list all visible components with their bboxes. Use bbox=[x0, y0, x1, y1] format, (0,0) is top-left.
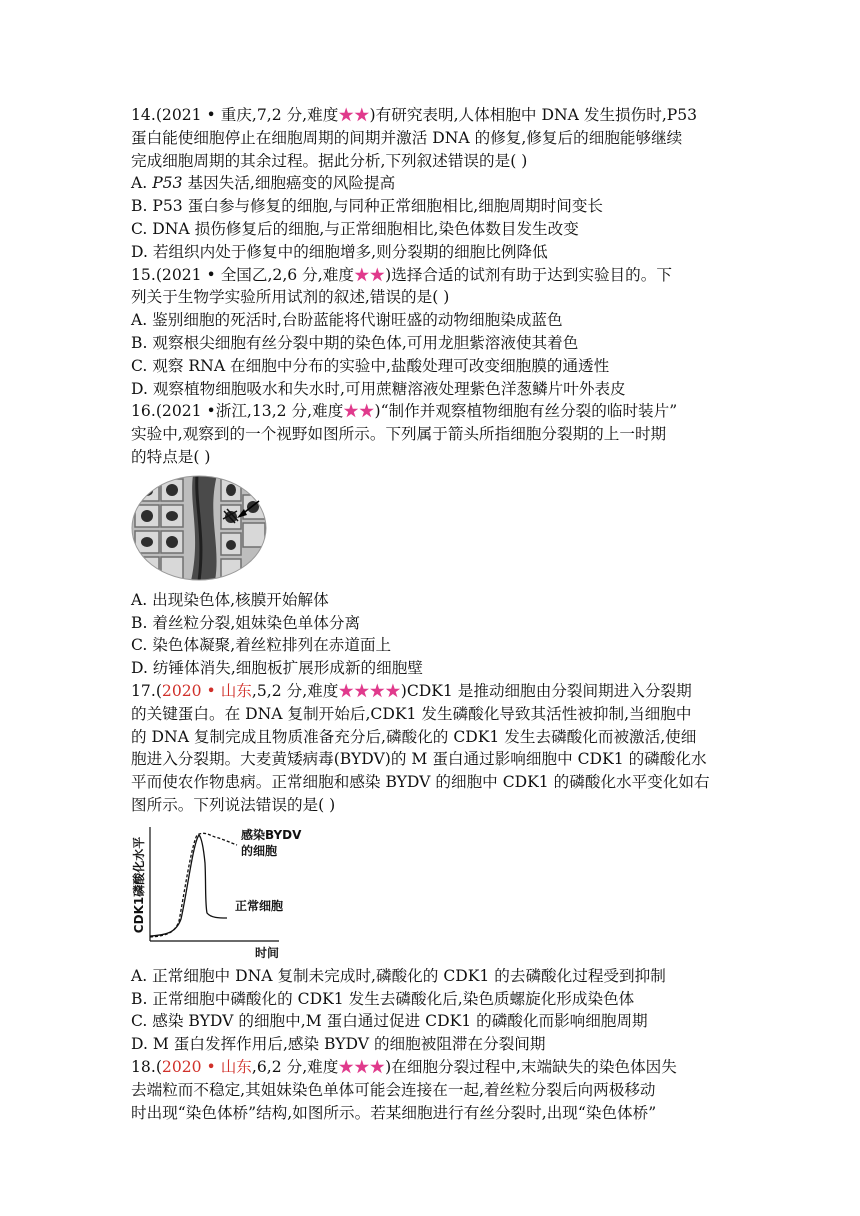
option-d: D. 若组织内处于修复中的细胞增多,则分裂期的细胞比例降低 bbox=[131, 242, 548, 261]
cdk1-chart-figure bbox=[131, 823, 302, 961]
question-16-stem-line-1: 16.(2021 •浙江,13,2 分,难度★★)“制作并观察植物细胞有丝分裂的临时装片” bbox=[131, 402, 678, 421]
difficulty-stars: ★★ bbox=[338, 106, 370, 124]
question-17-stem-line-1: 17.(2020 • 山东,5,2 分,难度★★★★)CDK1 是推动细胞由分裂间期进入分裂期 bbox=[131, 681, 692, 700]
option-a: A. 正常细胞中 DNA 复制未完成时,磷酸化的 CDK1 的去磷酸化过程受到抑制 bbox=[131, 966, 666, 985]
question-18-stem-line-2: 去端粒而不稳定,其姐妹染色单体可能会连接在一起,着丝粒分裂后向两极移动 bbox=[131, 1080, 656, 1099]
question-16-stem-line-2: 实验中,观察到的一个视野如图所示。下列属于箭头所指细胞分裂期的上一时期 bbox=[131, 425, 667, 444]
normal-label: 正常细胞 bbox=[235, 898, 284, 913]
difficulty-stars: ★★★★ bbox=[338, 681, 401, 700]
option-d: D. 观察植物细胞吸水和失水时,可用蔗糖溶液处理紫色洋葱鳞片叶外表皮 bbox=[131, 379, 626, 398]
question-17-stem-line-5: 平而使农作物患病。正常细胞和感染 BYDV 的细胞中 CDK1 的磷酸化水平变化如右 bbox=[131, 773, 710, 792]
difficulty-stars: ★★★ bbox=[338, 1057, 386, 1076]
infected-cell-curve bbox=[150, 833, 237, 937]
option-a: A. 鉴别细胞的死活时,台盼蓝能将代谢旺盛的动物细胞染成蓝色 bbox=[131, 311, 563, 330]
difficulty-stars: ★★ bbox=[353, 265, 386, 284]
option-d: D. 纺锤体消失,细胞板扩展形成新的细胞壁 bbox=[131, 659, 423, 678]
option-b: B. 正常细胞中磷酸化的 CDK1 发生去磷酸化后,染色质螺旋化形成染色体 bbox=[131, 989, 635, 1008]
question-page bbox=[131, 104, 731, 1124]
question-17-stem-line-6: 图所示。下列说法错误的是( ) bbox=[131, 795, 336, 814]
option-c: C. DNA 损伤修复后的细胞,与正常细胞相比,染色体数目发生改变 bbox=[131, 219, 579, 238]
question-16 bbox=[131, 400, 731, 680]
question-14-stem-line-3: 完成细胞周期的其余过程。据此分析,下列叙述错误的是( ) bbox=[131, 151, 528, 170]
y-axis-label: CDK1磷酸化水平 bbox=[132, 836, 146, 933]
micrograph-figure bbox=[131, 475, 267, 581]
option-b: B. 着丝粒分裂,姐妹染色单体分离 bbox=[131, 613, 361, 632]
question-14-stem-line-1: 14.(2021 • 重庆,7,2 分,难度★★)有研究表明,人体相胞中 DNA 发生损伤时,P53 bbox=[131, 106, 698, 124]
option-b: B. 观察根尖细胞有丝分裂中期的染色体,可用龙胆紫溶液使其着色 bbox=[131, 333, 579, 352]
option-a: A. 出现染色体,核膜开始解体 bbox=[131, 590, 329, 609]
question-15-stem-line-1: 15.(2021 • 全国乙,2,6 分,难度★★)选择合适的试剂有助于达到实验目的。下 bbox=[131, 265, 672, 284]
infected-label-line-1: 感染BYDV bbox=[241, 827, 302, 842]
option-c: C. 观察 RNA 在细胞中分布的实验中,盐酸处理可改变细胞膜的通透性 bbox=[131, 356, 610, 375]
normal-cell-curve bbox=[150, 835, 227, 936]
x-axis-label: 时间 bbox=[255, 945, 280, 960]
question-17 bbox=[131, 680, 731, 1056]
question-18 bbox=[131, 1056, 731, 1124]
question-14 bbox=[131, 104, 731, 264]
question-18-stem-line-3: 时出现“染色体桥”结构,如图所示。若某细胞进行有丝分裂时,出现“染色体桥” bbox=[131, 1103, 657, 1122]
question-17-stem-line-3: 的 DNA 复制完成且物质准备充分后,磷酸化的 CDK1 发生去磷酸化而被激活,使细 bbox=[131, 727, 697, 746]
question-16-stem-line-3: 的特点是( ) bbox=[131, 447, 211, 466]
difficulty-stars: ★★ bbox=[343, 402, 375, 421]
infected-label-line-2: 的细胞 bbox=[241, 843, 278, 858]
question-17-stem-line-2: 的关键蛋白。在 DNA 复制开始后,CDK1 发生磷酸化导致其活性被抑制,当细胞中 bbox=[131, 704, 692, 723]
option-d: D. M 蛋白发挥作用后,感染 BYDV 的细胞被阻滞在分裂间期 bbox=[131, 1035, 546, 1054]
question-15 bbox=[131, 264, 731, 401]
option-b: B. P53 蛋白参与修复的细胞,与同种正常细胞相比,细胞周期时间变长 bbox=[131, 197, 604, 216]
option-c: C. 感染 BYDV 的细胞中,M 蛋白通过促进 CDK1 的磷酸化而影响细胞周期 bbox=[131, 1012, 648, 1031]
option-a: A. P53 基因失活,细胞癌变的风险提高 bbox=[131, 174, 396, 193]
question-15-stem-line-2: 列关于生物学实验所用试剂的叙述,错误的是( ) bbox=[131, 288, 450, 307]
question-14-stem-line-2: 蛋白能使细胞停止在细胞周期的间期并激活 DNA 的修复,修复后的细胞能够继续 bbox=[131, 128, 683, 147]
question-17-stem-line-4: 胞进入分裂期。大麦黄矮病毒(BYDV)的 M 蛋白通过影响细胞中 CDK1 的磷酸化水 bbox=[131, 750, 707, 769]
option-c: C. 染色体凝聚,着丝粒排列在赤道面上 bbox=[131, 636, 392, 655]
question-18-stem-line-1: 18.(2020 • 山东,6,2 分,难度★★★)在细胞分裂过程中,末端缺失的染色体因失 bbox=[131, 1057, 677, 1076]
